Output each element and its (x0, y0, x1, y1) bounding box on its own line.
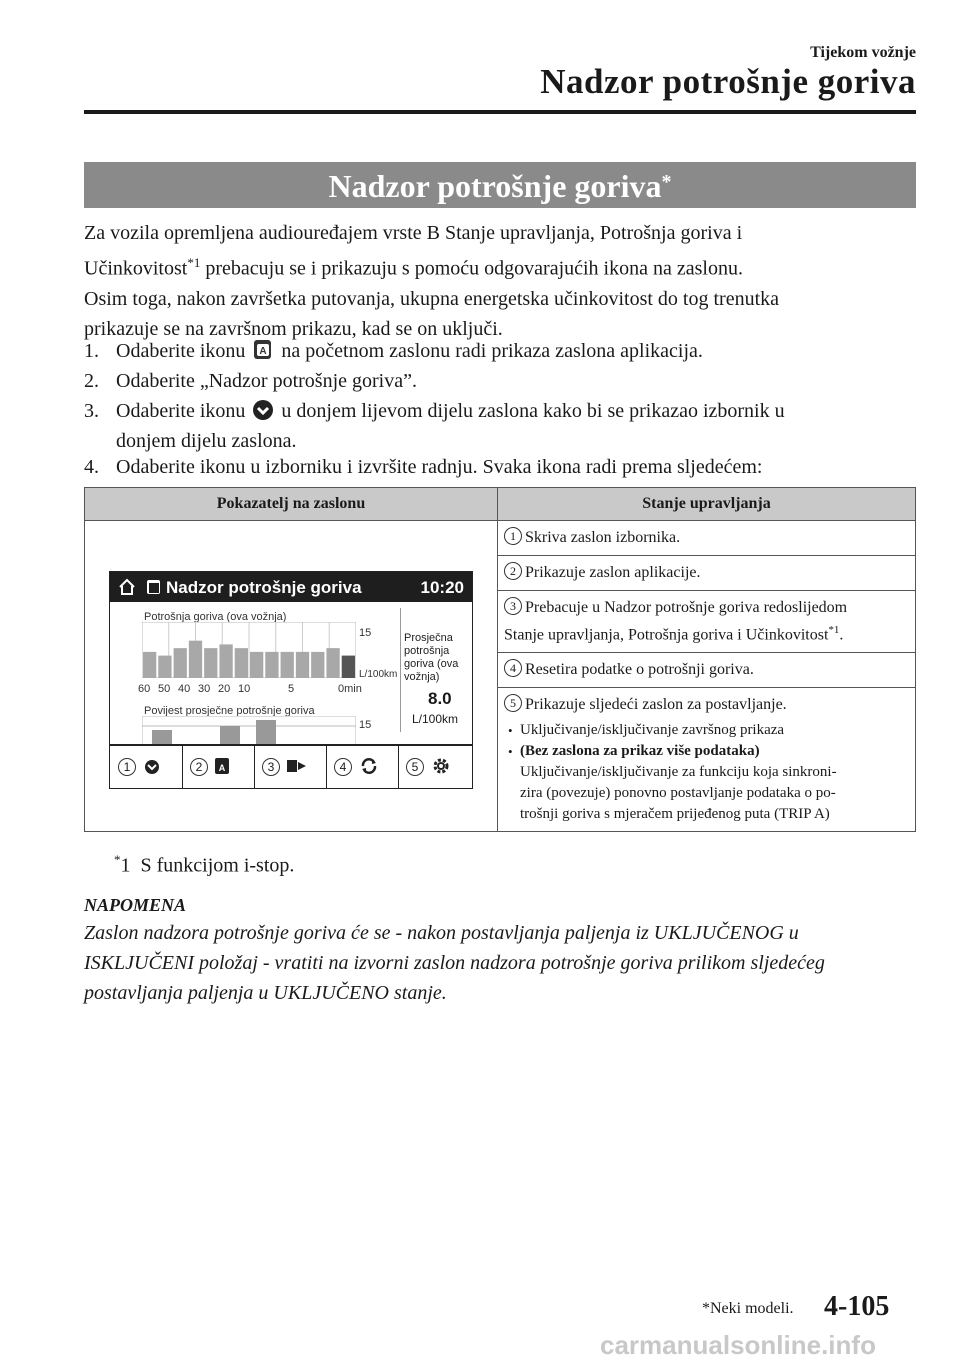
chart2-label: Povijest prosječne potrošnje goriva (144, 705, 315, 717)
bullet: • (Bez zaslona za prikaz više podataka) Uključivanje/isključivanje za funkciju koja sinkroni- zira (povezuje) ponovno postavljanje podataka o po- trošnji goriva s mjeračem prijeđenog puta (TRIP A) (520, 741, 909, 825)
table-row-4: 4 Resetira podatke o potrošnji goriva. (498, 653, 916, 688)
chart-bar (219, 644, 232, 678)
chart1-xticks (138, 678, 368, 695)
history-chart (142, 716, 356, 746)
app-icon (214, 757, 232, 775)
chart-bar (281, 652, 294, 678)
intro-line: Za vozila opremljena audiouređajem vrste B Stanje upravljanja, Potrošnja goriva i (84, 222, 743, 244)
intro-paragraph (84, 218, 916, 344)
chart-bar (174, 648, 187, 678)
chart-bar (250, 652, 263, 678)
home-icon (118, 578, 136, 596)
svg-text:A: A (259, 346, 268, 357)
chart1-unit: L/100km (359, 669, 398, 680)
chart-bar (143, 652, 156, 678)
chart-bar (296, 652, 309, 678)
table-header: Stanje upravljanja (498, 488, 916, 521)
table-row-1: 1 Skriva zaslon izbornika. (498, 521, 916, 556)
fuel-monitor-screen (109, 571, 473, 789)
table-row-3: 3 Prebacuje u Nadzor potrošnje goriva redoslijedom Stanje upravljanja, Potrošnja goriva i Učinkovitost$^{*1}$. (498, 591, 916, 653)
page-number: 4-105 (824, 1291, 890, 1322)
note-heading: NAPOMENA (84, 895, 187, 915)
band-title: Nadzor potrošnje goriva (328, 168, 662, 204)
chart2-ymax: 15 (359, 719, 372, 731)
svg-text:A: A (218, 763, 226, 773)
screen-menu-bar (110, 744, 472, 788)
chart-bar (265, 652, 278, 678)
step-4: 4. Odaberite ikonu u izborniku i izvršite radnju. Svaka ikona radi prema sljedećem: (84, 456, 763, 478)
screen-topbar (110, 572, 472, 602)
chart-bar (158, 656, 171, 678)
chevron-icon (252, 399, 274, 421)
reset-button[interactable]: 4 (326, 746, 399, 788)
chart-bar (311, 652, 324, 678)
x-tick-label: 60 (138, 683, 151, 695)
table-header: Pokazatelj na zaslonu (85, 488, 498, 521)
screen-time: 10:20 (420, 578, 464, 597)
switch-icon (286, 757, 308, 775)
chevron-icon (144, 759, 160, 775)
x-tick-label: 5 (288, 683, 295, 695)
step-2: 2. Odaberite „Nadzor potrošnje goriva”. (84, 370, 417, 392)
section-label: Tijekom vožnje (810, 44, 916, 61)
chart-bar (326, 648, 339, 678)
x-tick-label: 50 (158, 683, 171, 695)
watermark: carmanualsonline.info (600, 1330, 876, 1360)
app-icon (146, 579, 162, 595)
x-tick-label: 30 (198, 683, 211, 695)
switch-screen-button[interactable]: 3 (254, 746, 327, 788)
intro-line: Učinkovitost$^{*1}$ prebacuju se i prikazuju s pomoću odgovarajućih ikona na zaslonu. (84, 255, 743, 280)
intro-line: Osim toga, nakon završetka putovanja, ukupna energetska učinkovitost do tog trenutka (84, 287, 780, 310)
app-icon (252, 339, 274, 361)
chart-bar (235, 648, 248, 678)
footnote: *1 S funkcijom i-stop. (114, 852, 295, 877)
intro-line: prikazuje se na završnom prikazu, kad se on uključi. (84, 317, 503, 340)
note-text: Zaslon nadzora potrošnje goriva će se - nakon postavljanja paljenja iz UKLJUČENOG u ISKLJUČENI položaj - vratiti na izvorni zaslon nadzora potrošnje goriva prilikom sljedećeg postavljanja paljenja u UKLJUČENO stanje. (84, 922, 825, 1004)
page-title: Nadzor potrošnje goriva (540, 62, 916, 101)
avg-value: 8.0 (428, 689, 452, 708)
footer-models: *Neki modeli. (702, 1300, 794, 1317)
settings-button[interactable]: 5 (398, 746, 470, 788)
step-1: 1. Odaberite ikonu A na početnom zaslonu radi prikaza zaslona aplikacija. (84, 340, 703, 362)
chart-bar (342, 656, 355, 678)
table-row-5: 5 Prikazuje sljedeći zaslon za postavljanje. • Uključivanje/isključivanje završnog prikaza • (Bez zaslona za prikaz više podataka) Uključivanje/isključivanje za funkciju koja sinkroni- zira (povezuje) ponovno postavljanje podataka o po- trošnji goriva s mjeračem prijeđenog puta (TRIP A) (498, 688, 916, 832)
chart-bar (204, 648, 217, 678)
avg-label: Prosječna potrošnja goriva (ova vožnja) (404, 632, 459, 683)
step-3: 3. Odaberite ikonu u donjem lijevom dijelu zaslona kako bi se prikazao izbornik u donjem dijelu zaslona. (84, 400, 785, 452)
x-tick-label: 0min (338, 683, 362, 695)
reset-icon (360, 757, 378, 775)
avg-unit: L/100km (412, 712, 459, 726)
x-tick-label: 40 (178, 683, 191, 695)
x-tick-label: 20 (218, 683, 231, 695)
gear-icon (432, 757, 450, 775)
band-mark: * (661, 171, 672, 193)
table-row-2: 2 Prikazuje zaslon aplikacije. (498, 556, 916, 591)
hide-menu-button[interactable]: 1 (110, 746, 183, 788)
chart-bar (189, 641, 202, 678)
screen-title: Nadzor potrošnje goriva (166, 578, 362, 597)
chart1-label: Potrošnja goriva (ova vožnja) (144, 611, 287, 623)
screen-illustration-cell (85, 521, 498, 832)
apps-button[interactable]: 2 A (182, 746, 255, 788)
x-tick-label: 10 (238, 683, 251, 695)
bullet: • Uključivanje/isključivanje završnog prikaza (520, 720, 909, 741)
operation-table (84, 487, 916, 832)
header-rule (84, 110, 916, 114)
section-band (84, 162, 916, 208)
chart1-ymax: 15 (359, 627, 372, 639)
fuel-chart (142, 622, 356, 678)
